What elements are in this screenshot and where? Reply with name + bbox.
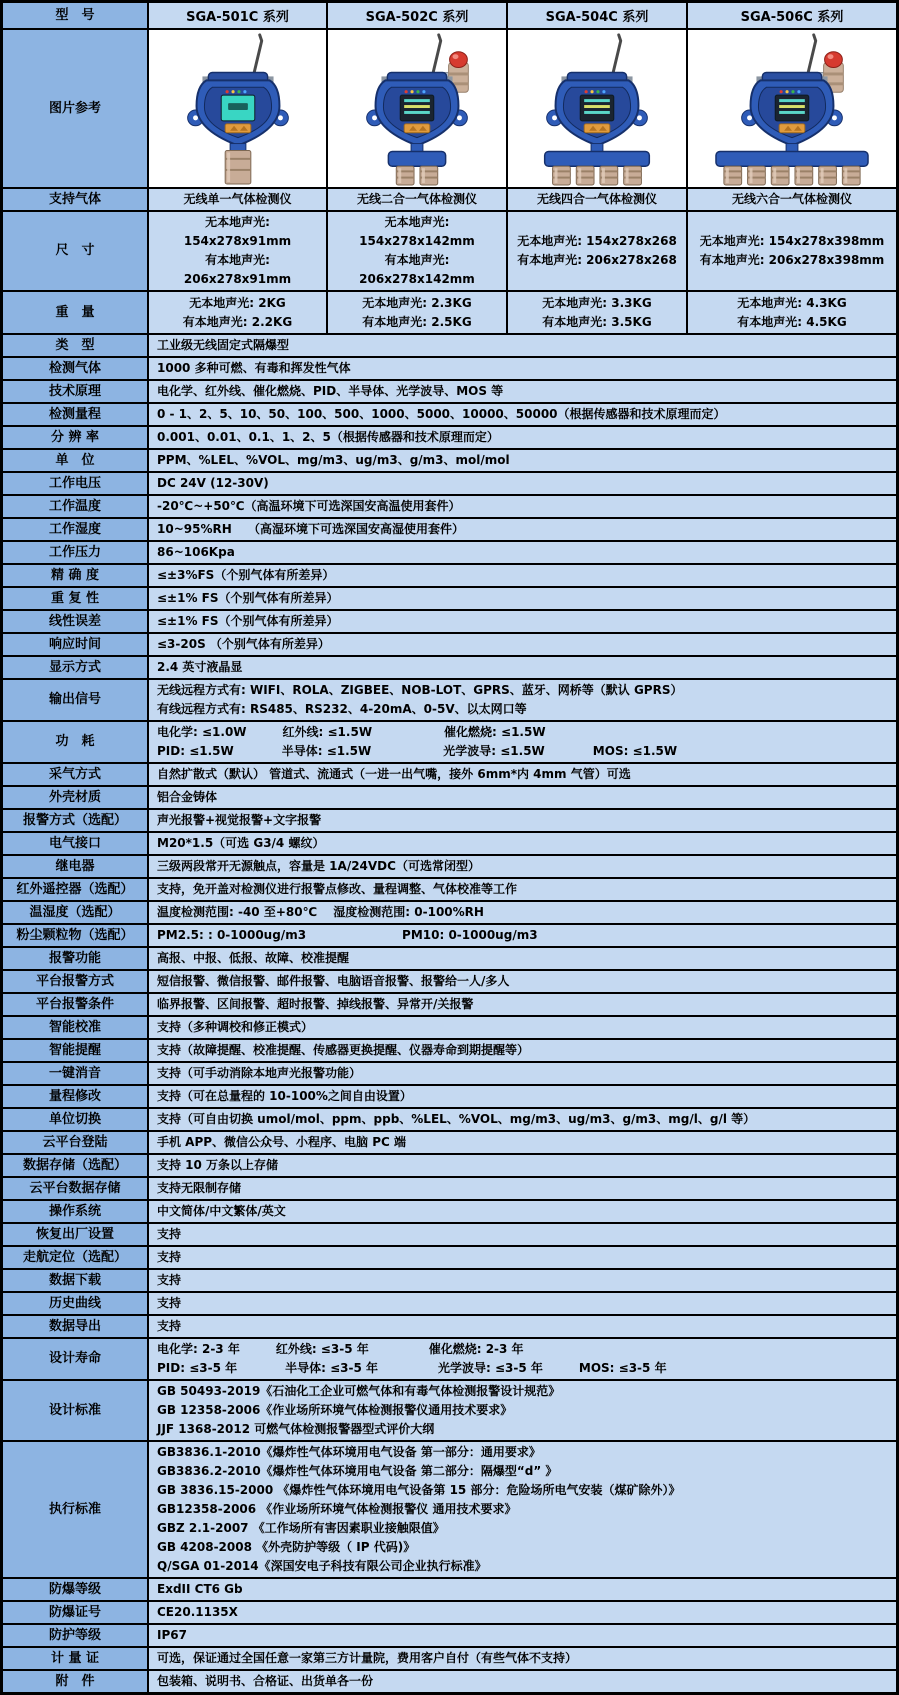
row-label: 工作温度 — [3, 496, 149, 517]
table-row — [3, 856, 896, 879]
table-row — [3, 1293, 896, 1316]
sga-504c-four-sensor-detector-image — [508, 31, 686, 187]
row-value — [149, 879, 896, 900]
table-row — [3, 381, 896, 404]
table-row — [3, 358, 896, 381]
gas-value — [508, 189, 688, 210]
row-label: 显示方式 — [3, 657, 149, 678]
spec-line: 包装箱、说明书、合格证、出货单各一份 — [157, 1674, 374, 1688]
row-label: 历史曲线 — [3, 1293, 149, 1314]
spec-line: IP67 — [157, 1628, 187, 1642]
spec-line: 支持（可在总量程的 10-100%之间自由设置） — [157, 1089, 412, 1103]
spec-line: PM2.5: : 0-1000ug/m3 PM10: 0-1000ug/m3 — [157, 928, 538, 942]
gas-text: 无线单一气体检测仪 — [183, 192, 292, 206]
table-row-size — [3, 212, 896, 292]
row-label: 工作压力 — [3, 542, 149, 563]
table-row — [3, 565, 896, 588]
row-value — [149, 588, 896, 609]
row-value — [149, 1109, 896, 1130]
spec-line: 中文简体/中文繁体/英文 — [157, 1204, 286, 1218]
row-label: 操作系统 — [3, 1201, 149, 1222]
row-value — [149, 764, 896, 785]
row-label: 恢复出厂设置 — [3, 1224, 149, 1245]
table-row — [3, 833, 896, 856]
row-value — [149, 1579, 896, 1600]
product-image-cell — [508, 30, 688, 187]
spec-line: ≤±1% FS（个别气体有所差异） — [157, 614, 339, 628]
table-row — [3, 722, 896, 764]
spec-line: 支持 — [157, 1250, 182, 1264]
row-value — [149, 1040, 896, 1061]
row-label: 云平台数据存储 — [3, 1178, 149, 1199]
spec-line: 临界报警、区间报警、超时报警、掉线报警、异常开/关报警 — [157, 997, 474, 1011]
sga-502c-two-sensor-detector-image — [328, 31, 506, 187]
row-value — [149, 1063, 896, 1084]
table-row — [3, 764, 896, 787]
table-row-gas — [3, 189, 896, 212]
row-label: 防爆等级 — [3, 1579, 149, 1600]
row-label: 工作电压 — [3, 473, 149, 494]
row-value — [149, 902, 896, 923]
row-value — [149, 810, 896, 831]
row-value — [149, 335, 896, 356]
spec-line: 支持 — [157, 1273, 182, 1287]
row-value — [149, 519, 896, 540]
spec-line: -20℃~+50℃（高温环境下可选深国安高温使用套件） — [157, 499, 461, 513]
table-row — [3, 902, 896, 925]
spec-line: 铝合金铸体 — [157, 790, 218, 804]
spec-line: 有线远程方式有: RS485、RS232、4-20mA、0-5V、以太网口等 — [157, 702, 527, 716]
weight-value — [688, 292, 896, 333]
row-value — [149, 611, 896, 632]
spec-line: PID: ≤1.5W 半导体: ≤1.5W 光学波导: ≤1.5W MOS: ≤1.5W — [157, 744, 678, 758]
row-label: 重 复 性 — [3, 588, 149, 609]
table-row — [3, 450, 896, 473]
spec-line: 支持，免开盖对检测仪进行报警点修改、量程调整、气体校准等工作 — [157, 882, 518, 896]
row-label: 数据存储（选配） — [3, 1155, 149, 1176]
weight-line: 有本地声光: 2.2KG — [182, 314, 293, 329]
table-row — [3, 1017, 896, 1040]
spec-line: 支持（多种调校和修正模式） — [157, 1020, 314, 1034]
spec-line: JJF 1368-2012 可燃气体检测报警器型式评价大纲 — [157, 1422, 435, 1436]
size-line: 有本地声光: 206x278x398mm — [699, 253, 885, 267]
table-row — [3, 1316, 896, 1339]
spec-line: 无线远程方式有: WIFI、ROLA、ZIGBEE、NOB-LOT、GPRS、蓝牙、网桥等（默认 GPRS） — [157, 683, 683, 697]
spec-line: ≤±3%FS（个别气体有所差异） — [157, 568, 335, 582]
size-value — [508, 212, 688, 290]
spec-line: GB 4208-2008 《外壳防护等级（ IP 代码)》 — [157, 1540, 416, 1554]
spec-line: 支持 10 万条以上存储 — [157, 1158, 279, 1172]
row-value — [149, 427, 896, 448]
row-value — [149, 1293, 896, 1314]
table-row-images — [3, 30, 896, 189]
row-label-gas: 支持气体 — [3, 189, 149, 210]
weight-line: 有本地声光: 2.5KG — [362, 314, 472, 329]
table-row — [3, 1040, 896, 1063]
product-image-cell — [149, 30, 328, 187]
product-image-cell — [688, 30, 896, 187]
table-row — [3, 1155, 896, 1178]
size-value — [328, 212, 508, 290]
row-value — [149, 833, 896, 854]
row-label: 分 辨 率 — [3, 427, 149, 448]
row-value — [149, 1671, 896, 1692]
size-value — [688, 212, 896, 290]
table-row — [3, 971, 896, 994]
table-row-weight — [3, 292, 896, 335]
row-label: 云平台登陆 — [3, 1132, 149, 1153]
spec-line: GB 50493-2019《石油化工企业可燃气体和有毒气体检测报警设计规范》 — [157, 1384, 561, 1398]
row-value — [149, 1602, 896, 1623]
row-label: 功 耗 — [3, 722, 149, 762]
spec-line: 86~106Kpa — [157, 545, 235, 559]
spec-line: 0 - 1、2、5、10、50、100、500、1000、5000、10000、50000（根据传感器和技术原理而定） — [157, 407, 726, 421]
sga-501c-single-sensor-detector-image — [149, 31, 327, 187]
table-row — [3, 948, 896, 971]
weight-line: 有本地声光: 4.5KG — [737, 314, 847, 329]
spec-line: GB3836.1-2010《爆炸性气体环境用电气设备 第一部分：通用要求》 — [157, 1445, 541, 1459]
spec-line: GB 12358-2006《作业场所环境气体检测报警仪通用技术要求》 — [157, 1403, 513, 1417]
row-value — [149, 971, 896, 992]
row-value — [149, 496, 896, 517]
spec-line: 支持（故障提醒、校准提醒、传感器更换提醒、仪器寿命到期提醒等） — [157, 1043, 530, 1057]
row-label: 设计标准 — [3, 1381, 149, 1440]
table-row — [3, 427, 896, 450]
table-row — [3, 1671, 896, 1692]
gas-value — [688, 189, 896, 210]
spec-line: 电化学: ≤1.0W 红外线: ≤1.5W 催化燃烧: ≤1.5W — [157, 725, 546, 739]
row-value — [149, 1224, 896, 1245]
spec-line: CE20.1135X — [157, 1605, 238, 1619]
spec-line: 10~95%RH （高湿环境下可选深国安高湿使用套件） — [157, 522, 464, 536]
size-line: 有本地声光: 206x278x91mm — [183, 253, 292, 286]
spec-line: 短信报警、微信报警、邮件报警、电脑语音报警、报警给一人/多人 — [157, 974, 510, 988]
row-label: 防护等级 — [3, 1625, 149, 1646]
row-label: 单位切换 — [3, 1109, 149, 1130]
spec-line: 支持（可手动消除本地声光报警功能） — [157, 1066, 362, 1080]
row-label: 数据导出 — [3, 1316, 149, 1337]
row-value — [149, 1247, 896, 1268]
row-value — [149, 856, 896, 877]
table-row — [3, 496, 896, 519]
row-label: 类 型 — [3, 335, 149, 356]
table-row — [3, 519, 896, 542]
row-label: 报警功能 — [3, 948, 149, 969]
gas-value — [149, 189, 328, 210]
row-value — [149, 542, 896, 563]
weight-line: 有本地声光: 3.5KG — [542, 314, 652, 329]
row-label: 外壳材质 — [3, 787, 149, 808]
size-line: 无本地声光: 154x278x142mm — [359, 215, 475, 248]
spec-line: GB 3836.15-2000 《爆炸性气体环境用电气设备第 15 部分：危险场所电气安装（煤矿除外）》 — [157, 1483, 681, 1497]
spec-line: 温度检测范围: -40 至+80℃ 湿度检测范围: 0-100%RH — [157, 905, 484, 919]
row-label: 量程修改 — [3, 1086, 149, 1107]
table-row-model — [3, 3, 896, 30]
spec-line: 手机 APP、微信公众号、小程序、电脑 PC 端 — [157, 1135, 407, 1149]
spec-line: 高报、中报、低报、故障、校准提醒 — [157, 951, 350, 965]
gas-text: 无线二合一气体检测仪 — [356, 192, 477, 206]
row-value — [149, 1178, 896, 1199]
product-image-cell — [328, 30, 508, 187]
row-value — [149, 1442, 896, 1577]
row-value — [149, 1625, 896, 1646]
spec-line: 支持 — [157, 1227, 182, 1241]
row-label: 一键消音 — [3, 1063, 149, 1084]
table-row — [3, 1109, 896, 1132]
row-value — [149, 1017, 896, 1038]
row-label: 走航定位（选配） — [3, 1247, 149, 1268]
spec-line: 电化学: 2-3 年 红外线: ≤3-5 年 催化燃烧: 2-3 年 — [157, 1342, 524, 1356]
row-label-image: 图片参考 — [3, 30, 149, 187]
spec-line: 支持无限制存储 — [157, 1181, 242, 1195]
table-row — [3, 588, 896, 611]
gas-text: 无线四合一气体检测仪 — [536, 192, 657, 206]
table-row — [3, 473, 896, 496]
table-row — [3, 611, 896, 634]
row-label: 红外遥控器（选配） — [3, 879, 149, 900]
table-row — [3, 680, 896, 722]
spec-line: 可选，保证通过全国任意一家第三方计量院，费用客户自付（有些气体不支持） — [157, 1651, 578, 1665]
row-value — [149, 680, 896, 720]
row-label: 附 件 — [3, 1671, 149, 1692]
row-value — [149, 948, 896, 969]
table-row — [3, 994, 896, 1017]
row-label-model: 型 号 — [3, 3, 149, 28]
table-row — [3, 810, 896, 833]
size-line: 无本地声光: 154x278x398mm — [699, 234, 885, 248]
sga-506c-six-sensor-detector-image — [703, 31, 881, 187]
row-label: 设计寿命 — [3, 1339, 149, 1379]
row-value — [149, 1201, 896, 1222]
weight-line: 无本地声光: 3.3KG — [542, 295, 652, 310]
spec-line: GB3836.2-2010《爆炸性气体环境用电气设备 第二部分：隔爆型“d” 》 — [157, 1464, 558, 1478]
spec-line: ExdII CT6 Gb — [157, 1582, 243, 1596]
spec-line: 声光报警+视觉报警+文字报警 — [157, 813, 322, 827]
spec-line: ≤±1% FS（个别气体有所差异） — [157, 591, 339, 605]
spec-line: 三级两段常开无源触点，容量是 1A/24VDC（可选常闭型） — [157, 859, 480, 873]
row-label: 数据下载 — [3, 1270, 149, 1291]
row-label: 执行标准 — [3, 1442, 149, 1577]
spec-line: 支持 — [157, 1296, 182, 1310]
row-value — [149, 473, 896, 494]
size-line: 有本地声光: 206x278x142mm — [359, 253, 475, 286]
row-label: 检测气体 — [3, 358, 149, 379]
row-value — [149, 787, 896, 808]
row-label-weight: 重 量 — [3, 292, 149, 333]
gas-value — [328, 189, 508, 210]
row-value — [149, 381, 896, 402]
weight-line: 无本地声光: 2KG — [189, 295, 286, 310]
row-value — [149, 565, 896, 586]
row-label: 线性误差 — [3, 611, 149, 632]
row-label: 单 位 — [3, 450, 149, 471]
row-label: 平台报警条件 — [3, 994, 149, 1015]
model-header-sga-502c: SGA-502C 系列 — [328, 3, 508, 28]
table-row — [3, 634, 896, 657]
model-header-sga-501c: SGA-501C 系列 — [149, 3, 328, 28]
row-value — [149, 1086, 896, 1107]
table-row — [3, 1178, 896, 1201]
table-row — [3, 1224, 896, 1247]
row-value — [149, 1381, 896, 1440]
table-row — [3, 925, 896, 948]
spec-line: ≤3-20S （个别气体有所差异） — [157, 637, 330, 651]
table-row — [3, 542, 896, 565]
row-value — [149, 994, 896, 1015]
row-value — [149, 1132, 896, 1153]
table-row — [3, 1201, 896, 1224]
row-label: 精 确 度 — [3, 565, 149, 586]
row-label: 继电器 — [3, 856, 149, 877]
gas-text: 无线六合一气体检测仪 — [731, 192, 852, 206]
row-label: 电气接口 — [3, 833, 149, 854]
row-value — [149, 925, 896, 946]
row-label: 技术原理 — [3, 381, 149, 402]
spec-line: 1000 多种可燃、有毒和挥发性气体 — [157, 361, 351, 375]
table-row — [3, 1247, 896, 1270]
table-row — [3, 1442, 896, 1579]
table-row — [3, 1381, 896, 1442]
spec-line: 工业级无线固定式隔爆型 — [157, 338, 290, 352]
table-row — [3, 1339, 896, 1381]
row-value — [149, 450, 896, 471]
table-row — [3, 1270, 896, 1293]
row-label: 工作湿度 — [3, 519, 149, 540]
spec-line: PID: ≤3-5 年 半导体: ≤3-5 年 光学波导: ≤3-5 年 MOS: ≤3-5 年 — [157, 1361, 667, 1375]
spec-line: DC 24V (12-30V) — [157, 476, 269, 490]
spec-line: GB12358-2006 《作业场所环境气体检测报警仪 通用技术要求》 — [157, 1502, 517, 1516]
row-value — [149, 1155, 896, 1176]
table-row — [3, 1086, 896, 1109]
table-row — [3, 1648, 896, 1671]
row-label: 智能校准 — [3, 1017, 149, 1038]
row-label: 报警方式（选配） — [3, 810, 149, 831]
model-header-sga-504c: SGA-504C 系列 — [508, 3, 688, 28]
spec-line: GBZ 2.1-2007 《工作场所有害因素职业接触限值》 — [157, 1521, 445, 1535]
spec-line: 2.4 英寸液晶显 — [157, 660, 243, 674]
spec-line: PPM、%LEL、%VOL、mg/m3、ug/m3、g/m3、mol/mol — [157, 453, 510, 467]
spec-line: 电化学、红外线、催化燃烧、PID、半导体、光学波导、MOS 等 — [157, 384, 504, 398]
table-row — [3, 879, 896, 902]
row-label: 平台报警方式 — [3, 971, 149, 992]
table-row — [3, 1602, 896, 1625]
row-value — [149, 634, 896, 655]
row-value — [149, 1270, 896, 1291]
spec-line: M20*1.5（可选 G3/4 螺纹） — [157, 836, 325, 850]
table-row — [3, 657, 896, 680]
table-row — [3, 1132, 896, 1155]
row-label: 采气方式 — [3, 764, 149, 785]
spec-line: 支持 — [157, 1319, 182, 1333]
size-line: 无本地声光: 154x278x268 — [517, 234, 677, 248]
weight-value — [508, 292, 688, 333]
row-label: 防爆证号 — [3, 1602, 149, 1623]
table-row — [3, 1063, 896, 1086]
row-value — [149, 358, 896, 379]
row-value — [149, 1339, 896, 1379]
row-label: 粉尘颗粒物（选配） — [3, 925, 149, 946]
size-line: 有本地声光: 206x278x268 — [517, 253, 677, 267]
table-row — [3, 787, 896, 810]
spec-line: 自然扩散式（默认） 管道式、流通式（一进一出气嘴，接外 6mm*内 4mm 气管）可选 — [157, 767, 631, 781]
row-value — [149, 1316, 896, 1337]
row-label-size: 尺 寸 — [3, 212, 149, 290]
spec-line: Q/SGA 01-2014《深国安电子科技有限公司企业执行标准》 — [157, 1559, 487, 1573]
row-label: 智能提醒 — [3, 1040, 149, 1061]
row-label: 响应时间 — [3, 634, 149, 655]
table-row — [3, 335, 896, 358]
model-header-sga-506c: SGA-506C 系列 — [688, 3, 896, 28]
spec-line: 0.001、0.01、0.1、1、2、5（根据传感器和技术原理而定） — [157, 430, 499, 444]
spec-line: 支持（可自由切换 umol/mol、ppm、ppb、%LEL、%VOL、mg/m3、ug/m3、g/m3、mg/l、g/l 等） — [157, 1112, 756, 1126]
weight-line: 无本地声光: 2.3KG — [362, 295, 472, 310]
weight-line: 无本地声光: 4.3KG — [737, 295, 847, 310]
weight-value — [328, 292, 508, 333]
spec-rows — [3, 335, 896, 1692]
table-row — [3, 1579, 896, 1602]
table-row — [3, 404, 896, 427]
row-label: 温湿度（选配） — [3, 902, 149, 923]
row-value — [149, 404, 896, 425]
row-label: 计 量 证 — [3, 1648, 149, 1669]
row-value — [149, 722, 896, 762]
row-value — [149, 1648, 896, 1669]
row-label: 输出信号 — [3, 680, 149, 720]
table-row — [3, 1625, 896, 1648]
row-label: 检测量程 — [3, 404, 149, 425]
size-line: 无本地声光: 154x278x91mm — [183, 215, 292, 248]
weight-value — [149, 292, 328, 333]
row-value — [149, 657, 896, 678]
size-value — [149, 212, 328, 290]
